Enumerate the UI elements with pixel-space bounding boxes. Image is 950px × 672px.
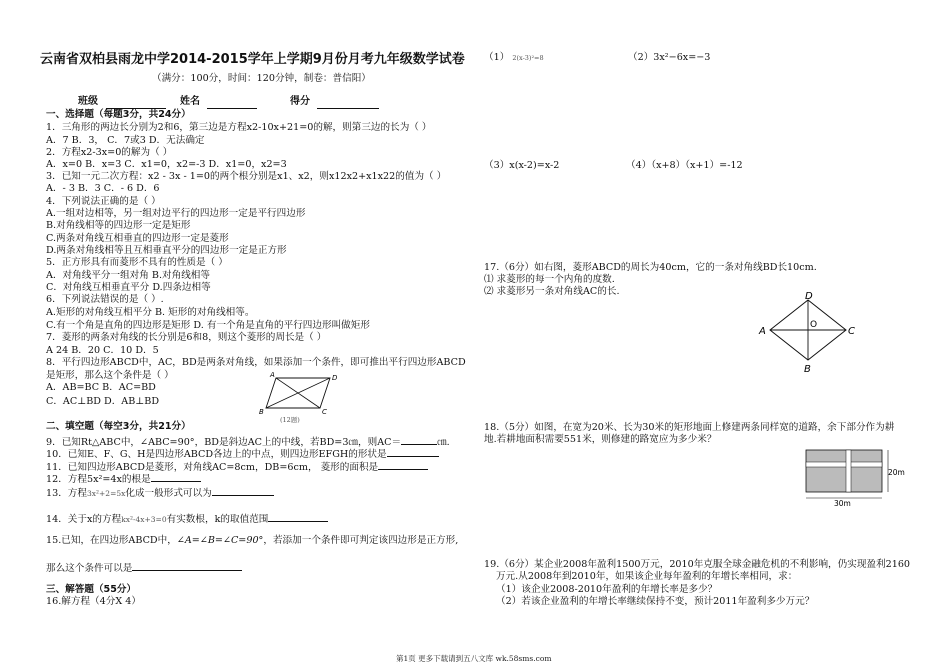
question-8-ab: A．AB=BC B．AC=BD	[46, 382, 156, 393]
svg-text:B: B	[259, 408, 264, 416]
page-footer: 第1页 更多下载请到五八文库 wk.58sms.com	[396, 654, 552, 663]
svg-text:O: O	[810, 320, 818, 330]
section3-heading: 三、解答题（55分）	[46, 584, 137, 595]
question-11-text: 11．已知四边形ABCD是菱形，对角线AC=8cm，DB=6cm， 菱形的面积是	[46, 462, 379, 473]
equation-4: （4）（x+8）（x+1）=-12	[626, 160, 743, 171]
question-15-equation: ∠A=∠B=∠C=90°	[176, 535, 264, 546]
question-4-d: D.两条对角线相等且互相垂直平分的四边形一定是正方形	[46, 245, 287, 256]
svg-text:A: A	[270, 371, 275, 379]
question-4: 4．下列说法正确的是（ ）	[46, 196, 161, 207]
question-9-blank[interactable]	[401, 434, 437, 445]
score-blank[interactable]	[317, 98, 379, 109]
question-4-a: A.一组对边相等，另一组对边平行的四边形一定是平行四边形	[46, 208, 306, 219]
question-1: 1．三角形的两边长分别为2和6，第三边是方程x2-10x+21=0的解，则第三边的长为（ ）	[46, 122, 432, 133]
question-6-ab: A.矩形的对角线互相平分 B. 矩形的对角线相等。	[46, 307, 255, 318]
question-7-options: A 24 B．20 C．10 D．5	[46, 345, 159, 356]
question-10-text: 10．已知E、F、G、H是四边形ABCD各边上的中点，则四边形EFGH的形状是	[46, 449, 387, 460]
equation-3: （3）x(x-2)=x-2	[484, 160, 560, 171]
question-16: 16.解方程（4分Χ 4）	[46, 596, 141, 607]
exam-meta: （满分：100分，时间：120分钟，制卷：普信阳）	[152, 73, 371, 84]
question-14	[46, 511, 328, 526]
svg-text:D: D	[332, 374, 338, 382]
question-15-cont	[46, 560, 242, 575]
question-11-blank[interactable]	[378, 459, 428, 470]
question-15-blank[interactable]	[132, 560, 242, 571]
question-10-blank[interactable]	[387, 446, 439, 457]
question-4-b: B.对角线相等的四边形一定是矩形	[46, 220, 191, 231]
section2-heading: 二、填空题（每空3分，共21分）	[46, 421, 191, 432]
question-8: 8．平行四边形ABCD中，AC，BD是两条对角线，如果添加一个条件，即可推出平行四边形ABCD	[46, 357, 466, 368]
question-14-equation-image: kx²-4x+3=0	[121, 515, 167, 524]
name-label: 姓名	[180, 96, 200, 107]
svg-text:A: A	[759, 326, 766, 337]
svg-text:B: B	[804, 364, 811, 374]
svg-text:D: D	[805, 291, 813, 302]
road-width-label: 30m	[834, 499, 851, 508]
equation-1-label: （1）	[484, 52, 510, 63]
parallelogram-figure	[258, 368, 348, 428]
question-13-text-b: 化成一般形式可以为	[125, 488, 212, 499]
question-5-cd: C．对角线互相垂直平分 D.四条边相等	[46, 282, 211, 293]
svg-text:C: C	[322, 408, 327, 416]
question-15-text-b: ，若添加一个条件即可判定该四边形是正方形,	[263, 535, 459, 546]
question-14-text-b: 有实数根，k的取值范围	[166, 514, 269, 525]
question-5: 5．正方形具有而菱形不具有的性质是（ ）	[46, 257, 228, 268]
question-14-text-a: 14．关于x的方程	[46, 514, 122, 525]
road-figure	[796, 446, 906, 510]
name-blank[interactable]	[207, 98, 257, 109]
question-13-equation-image: 3x²+2=5x	[87, 489, 126, 498]
figure-12-caption: (12题)	[280, 416, 300, 424]
question-9-unit: ㎝.	[437, 437, 450, 448]
question-19: 19.（6分）某企业2008年盈利1500万元，2010年克服全球金融危机的不利影响，仍实现盈利2160	[484, 559, 911, 570]
question-13-blank[interactable]	[212, 485, 274, 496]
question-17-part1: ⑴ 求菱形的每一个内角的度数.	[484, 274, 615, 285]
question-13	[46, 485, 274, 500]
question-8-cont: 是矩形，那么这个条件是（ ）	[46, 370, 174, 381]
question-8-cd: C．AC⊥BD D．AB⊥BD	[46, 396, 160, 407]
question-19-part2: （2）若该企业盈利的年增长率继续保持不变，预计2011年盈利多少万元？	[496, 596, 815, 607]
question-17-part2: ⑵ 求菱形另一条对角线AC的长.	[484, 286, 620, 297]
question-5-ab: A．对角线平分一组对角 B.对角线相等	[46, 270, 210, 281]
question-15-text-a: 15.已知，在四边形ABCD中，	[46, 535, 177, 546]
question-12-blank[interactable]	[151, 471, 201, 482]
svg-text:C: C	[848, 326, 855, 337]
question-19-cont: 万元.从2008年到2010年，如果该企业每年盈利的年增长率相同，求：	[496, 571, 798, 582]
question-3-options: A．- 3 B．3 C．- 6 D．6	[46, 183, 160, 194]
question-15	[46, 535, 458, 547]
question-6: 6．下列说法错误的是（ ）.	[46, 294, 164, 305]
road-height-label: 20m	[888, 468, 905, 477]
question-1-options: A．7 B．3， C．7或3 D．无法确定	[46, 135, 205, 146]
question-6-cd: C.有一个角是直角的四边形是矩形 D. 有一个角是直角的平行四边形叫做矩形	[46, 320, 370, 331]
page-title: 云南省双柏县雨龙中学2014-2015学年上学期9月份月考九年级数学试卷	[40, 52, 465, 67]
equation-1	[484, 52, 544, 64]
class-label: 班级	[78, 96, 98, 107]
question-4-c: C.两条对角线互相垂直的四边形一定是菱形	[46, 233, 229, 244]
question-13-text-a: 13．方程	[46, 488, 87, 499]
equation-1-image: 2(x-3)²=8	[512, 54, 544, 62]
question-14-blank[interactable]	[268, 511, 328, 522]
rhombus-figure	[756, 288, 866, 374]
question-3: 3．已知一元二次方程：x2 - 3x - 1=0的两个根分别是x1、x2，则x12x2+x1x22的值为（ ）	[46, 171, 447, 182]
question-17: 17.（6分）如右图，菱形ABCD的周长为40cm，它的一条对角线BD长10cm.	[484, 262, 817, 273]
question-2-options: A．x=0 B．x=3 C．x1=0，x2=-3 D．x1=0，x2=3	[46, 159, 287, 170]
question-18: 18.（5分）如图，在宽为20米、长为30米的矩形地面上修建两条同样宽的道路，余下部分作为耕	[484, 422, 895, 433]
question-18-cont: 地.若耕地面积需要551米，则修建的路宽应为多少米？	[484, 434, 717, 445]
question-9-text: 9．已知Rt△ABC中，∠ABC=90°，BD是斜边AC上的中线，若BD=3㎝，则AC＝	[46, 437, 402, 448]
question-7: 7．菱形的两条对角线的长分别是6和8，则这个菱形的周长是（ ）	[46, 332, 327, 343]
question-12-text: 12．方程5x²=4x的根是	[46, 474, 151, 485]
class-blank[interactable]	[106, 98, 166, 109]
equation-2: （2）3x²−6x=−3	[628, 52, 711, 63]
question-2: 2．方程x2-3x=0的解为（ ）	[46, 147, 173, 158]
question-19-part1: （1）该企业2008-2010年盈利的年增长率是多少？	[496, 584, 718, 595]
score-label: 得分	[290, 96, 310, 107]
question-15-text-c: 那么这个条件可以是	[46, 563, 133, 574]
section1-heading: 一、选择题（每题3分，共24分）	[46, 109, 191, 120]
